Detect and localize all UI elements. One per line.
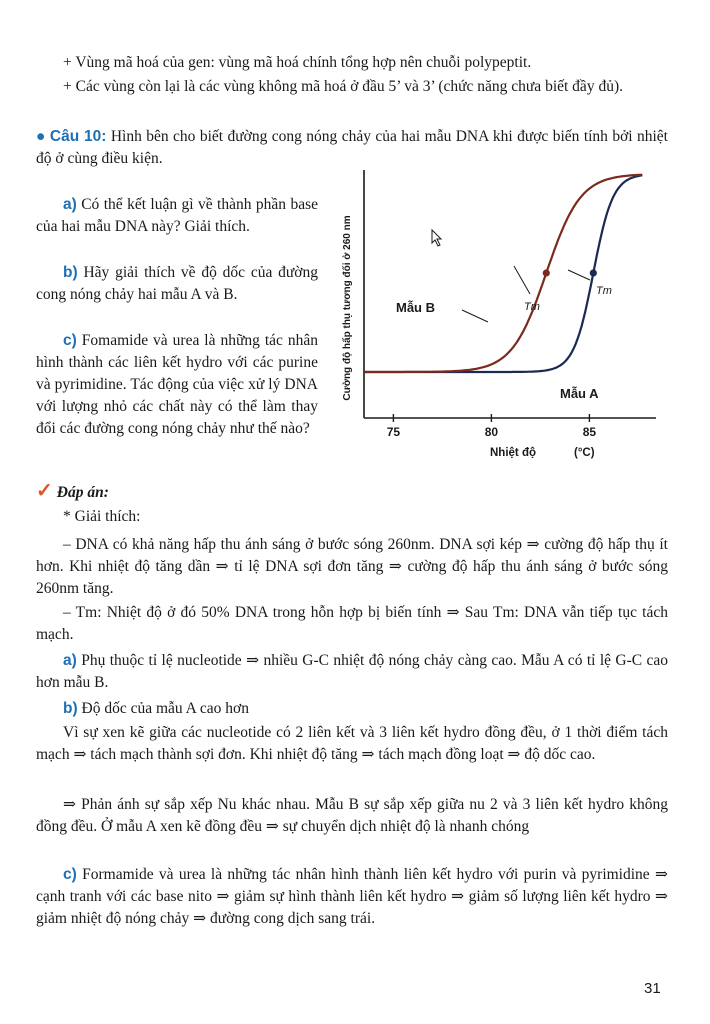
cursor-arrow-icon	[432, 230, 441, 246]
question-part-c	[36, 330, 318, 440]
question-label: Câu 10:	[49, 128, 107, 145]
series-label-mau-a: Mẫu A	[560, 386, 599, 401]
part-a-text: Có thể kết luận gì về thành phần base của hai mẫu DNA này? Giải thích.	[36, 196, 318, 235]
tm-label-mau-b: Tm	[524, 301, 540, 313]
tm-point-mau-b	[543, 269, 550, 276]
paragraph-coding-region: + Vùng mã hoá của gen: vùng mã hoá chính tổng hợp nên chuỗi polypeptit.	[63, 54, 532, 71]
bullet-icon: ●	[36, 128, 46, 145]
answer-title: Đáp án:	[56, 484, 109, 501]
answer-b-text: Độ dốc của mẫu A cao hơn	[81, 700, 249, 717]
question-part-a	[36, 194, 318, 238]
page-number: 31	[644, 980, 661, 997]
tm-a-leader	[568, 270, 590, 280]
part-b-text: Hãy giải thích về độ dốc của đường cong nóng chảy hai mẫu A và B.	[36, 264, 318, 303]
check-mark-icon: ✓	[36, 480, 53, 502]
tm-point-mau-a	[590, 269, 597, 276]
x-tick-label: 75	[386, 425, 401, 439]
question-intro-text: Hình bên cho biết đường cong nóng chảy của hai mẫu DNA khi được biến tính bởi nhiệt độ ở cùng điều kiện.	[36, 128, 668, 167]
mau-b-leader	[462, 310, 488, 322]
series-line-mau-a	[364, 175, 642, 372]
series-label-mau-b: Mẫu B	[396, 300, 435, 315]
paragraph-noncoding-region: + Các vùng còn lại là các vùng không mã hoá ở đầu 5’ và 3’ (chức năng chưa biết đầy đủ).	[63, 78, 623, 95]
answer-part-c	[36, 864, 668, 930]
part-a-label: a)	[63, 196, 77, 213]
x-tick-label: 85	[582, 425, 597, 439]
answer-title-row	[36, 480, 668, 504]
series-line-mau-b	[364, 175, 642, 372]
part-c-text: Fomamide và urea là những tác nhân hình thành các liên kết hydro với các purine và pyrimidine. Tác động của việc xử lý DNA với lượng nhỏ các chất này có thể làm thay đổi các đường cong nóng chảy như thế nào?	[36, 332, 319, 437]
part-c-label: c)	[63, 332, 77, 349]
part-b-label: b)	[63, 264, 78, 281]
answer-paragraph-1: – DNA có khả năng hấp thu ánh sáng ở bước sóng 260nm. DNA sợi kép ⇒ cường độ hấp thụ ít hơn. Khi nhiệt độ tăng dần ⇒ tỉ lệ DNA sợi đơn tăng ⇒ cường độ hấp thu ánh sáng ở bước sóng 260nm tăng.	[36, 536, 668, 597]
question-10-intro	[36, 126, 668, 170]
answer-a-text: Phụ thuộc tỉ lệ nucleotide ⇒ nhiều G-C nhiệt độ nóng chảy càng cao. Mẫu A có tỉ lệ G-C cao hơn mẫu B.	[36, 652, 669, 691]
melting-curve-chart	[334, 166, 674, 466]
tm-label-mau-a: Tm	[596, 285, 612, 297]
answer-c-label: c)	[63, 866, 77, 883]
answer-paragraph-3: Vì sự xen kẽ giữa các nucleotide có 2 liên kết và 3 liên kết hydro đồng đều, ở 1 thời điểm tách mạch ⇒ tách mạch thành sợi đơn. Khi nhiệt độ tăng ⇒ tách mạch đồng loạt ⇒ độ dốc cao.	[36, 724, 668, 763]
answer-b-label: b)	[63, 700, 78, 717]
y-axis-label: Cường độ hấp thụ tương đối ở 260 nm	[342, 215, 353, 401]
x-tick-label: 80	[484, 425, 499, 439]
answer-part-a	[36, 650, 668, 694]
answer-paragraph-4: ⇒ Phản ánh sự sắp xếp Nu khác nhau. Mẫu B sự sắp xếp giữa nu 2 và 3 liên kết hydro không đồng đều. Ở mẫu A xen kẽ đồng đều ⇒ sự chuyển dịch nhiệt độ là nhanh chóng	[36, 796, 668, 835]
answer-a-label: a)	[63, 652, 77, 669]
explanation-heading: * Giải thích:	[63, 508, 141, 525]
x-axis-unit: (°C)	[574, 447, 595, 459]
x-axis-label: Nhiệt độ	[490, 447, 536, 459]
answer-c-text: Formamide và urea là những tác nhân hình thành liên kết hydro với purin và pyrimidine ⇒ cạnh tranh với các base nito ⇒ giảm sự hình thành liên kết hydro ⇒ giảm số lượng liên kết hydro ⇒ giảm nhiệt độ nóng chảy ⇒ đường cong dịch sang trái.	[36, 866, 669, 927]
question-part-b	[36, 262, 318, 306]
answer-paragraph-2: – Tm: Nhiệt độ ở đó 50% DNA trong hỗn hợp bị biến tính ⇒ Sau Tm: DNA vẫn tiếp tục tách mạch.	[36, 604, 668, 643]
tm-b-leader	[514, 266, 530, 294]
answer-part-b	[36, 698, 668, 720]
